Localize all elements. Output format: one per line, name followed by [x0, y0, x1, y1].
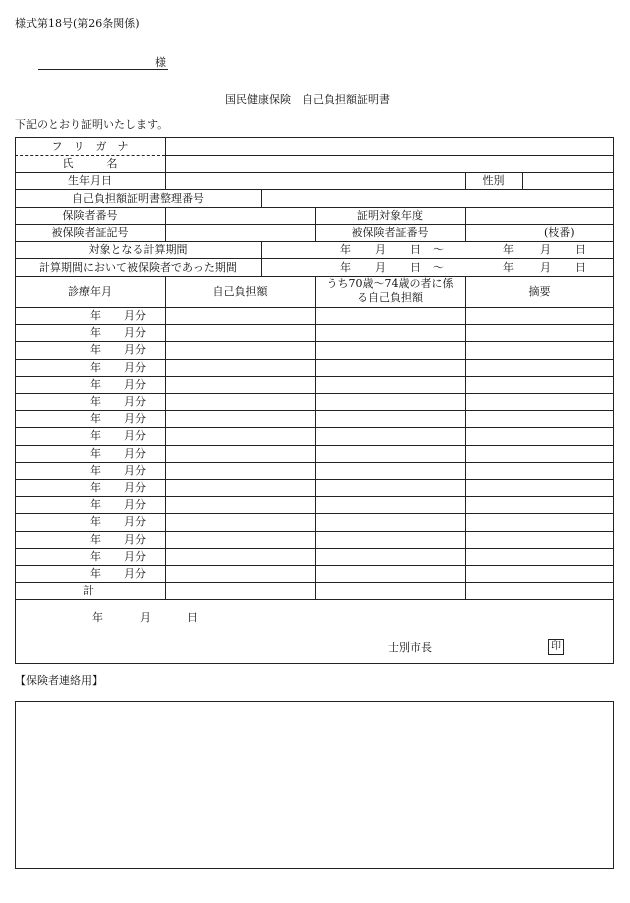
insured-period-label: 計算期間において被保険者であった期間	[39, 260, 237, 274]
calc-start-year: 年	[340, 243, 351, 256]
calc-end-year: 年	[503, 243, 514, 256]
row-year: 年	[90, 360, 101, 374]
row-year: 年	[90, 498, 101, 512]
calc-end-day: 日	[575, 243, 586, 256]
row-year: 年	[90, 532, 101, 546]
row-year: 年	[90, 326, 101, 340]
row-month: 月分	[124, 395, 146, 408]
row-month: 月分	[124, 515, 146, 529]
insured-card-symbol-label: 被保険者証記号	[51, 226, 129, 239]
row-year: 年	[90, 567, 101, 580]
row-month: 月分	[124, 343, 146, 357]
calc-end-month: 月	[540, 243, 551, 256]
insured-end-year: 年	[503, 261, 514, 274]
row-month: 月分	[124, 429, 146, 443]
row-month: 月分	[124, 463, 146, 477]
row-month: 月分	[124, 360, 146, 374]
header-treatment-month: 診療年月	[68, 285, 112, 298]
seal-mark: 印	[548, 639, 564, 655]
row-year: 年	[90, 515, 101, 529]
total-label: 計	[83, 584, 94, 598]
row-year: 年	[90, 309, 101, 322]
header-remarks: 摘要	[528, 285, 551, 298]
calc-tilde: ～	[433, 243, 444, 256]
row-month: 月分	[124, 446, 146, 460]
row-year: 年	[90, 481, 101, 494]
row-year: 年	[90, 343, 101, 357]
header-age-70-74	[315, 277, 465, 307]
insured-start-year: 年	[340, 261, 351, 274]
form-number: 様式第18号(第26条関係)	[15, 17, 140, 30]
row-month: 月分	[124, 412, 146, 426]
addressee-suffix: 様	[155, 56, 166, 69]
contact-box[interactable]	[15, 701, 614, 869]
row-year: 年	[90, 395, 101, 408]
insured-end-day: 日	[575, 261, 586, 274]
name-label: 氏 名	[62, 157, 118, 170]
row-year: 年	[90, 412, 101, 426]
insured-end-month: 月	[540, 261, 551, 274]
addressee-underline	[38, 69, 168, 70]
contact-label: 【保険者連絡用】	[15, 674, 103, 687]
furigana-label: フ リ ガ ナ	[51, 140, 129, 153]
branch-number-label: (枝番)	[544, 226, 575, 239]
header-self-pay: 自己負担額	[212, 285, 268, 298]
issue-date-month: 月	[140, 611, 151, 624]
insurer-number-label: 保険者番号	[62, 209, 118, 222]
row-year: 年	[90, 377, 101, 391]
row-month: 月分	[124, 326, 146, 340]
insured-card-number-label: 被保険者証番号	[351, 226, 429, 239]
row-month: 月分	[124, 532, 146, 546]
calc-start-day: 日	[410, 243, 421, 256]
row-year: 年	[90, 429, 101, 443]
row-month: 月分	[124, 567, 146, 580]
header-age-70-74-line1: うち70歳～74歳の者に係	[326, 277, 454, 290]
intro-text: 下記のとおり証明いたします。	[15, 118, 169, 131]
row-month: 月分	[124, 498, 146, 512]
calc-start-month: 月	[375, 243, 386, 256]
insured-tilde: ～	[433, 261, 444, 274]
page-title: 国民健康保険 自己負担額証明書	[225, 93, 390, 106]
calc-period-label: 対象となる計算期間	[88, 243, 188, 256]
mayor-label: 士別市長	[388, 641, 432, 654]
cert-number-label: 自己負担額証明書整理番号	[72, 191, 204, 205]
row-year: 年	[90, 549, 101, 563]
row-month: 月分	[124, 549, 146, 563]
row-year: 年	[90, 446, 101, 460]
row-month: 月分	[124, 377, 146, 391]
row-year: 年	[90, 463, 101, 477]
issue-date-day: 日	[187, 611, 198, 624]
target-year-label: 証明対象年度	[357, 209, 423, 222]
issue-date-year: 年	[92, 611, 103, 624]
row-month: 月分	[124, 309, 146, 322]
birthdate-label: 生年月日	[68, 174, 112, 187]
insured-start-month: 月	[375, 261, 386, 274]
insured-start-day: 日	[410, 261, 421, 274]
row-month: 月分	[124, 481, 146, 494]
gender-label: 性別	[482, 174, 505, 187]
header-age-70-74-line2: る自己負担額	[357, 291, 423, 304]
